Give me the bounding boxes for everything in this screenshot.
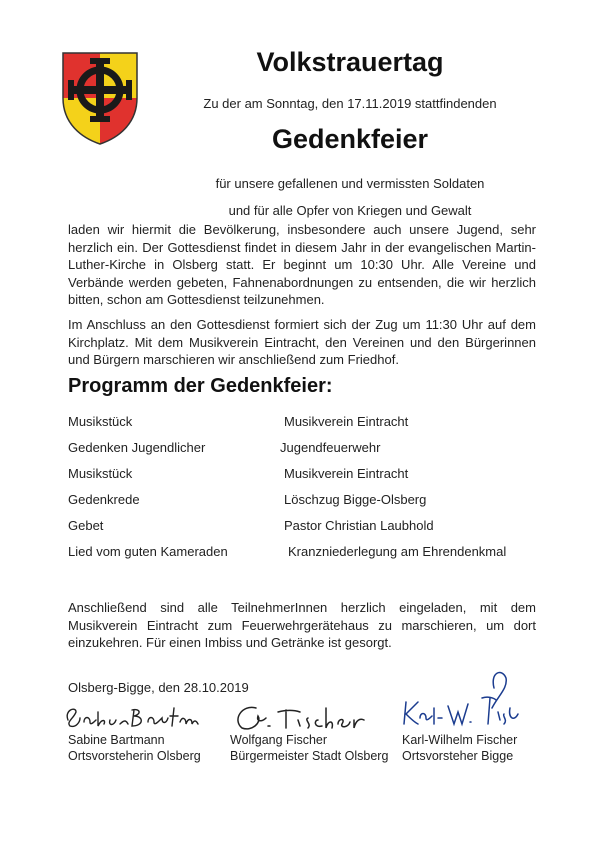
event-title: Gedenkfeier [271, 124, 429, 154]
dedication-line-1: für unsere gefallenen und vermissten Soldaten [215, 176, 485, 191]
signatory-block [230, 732, 388, 764]
program-performer: Pastor Christian Laubhold [284, 518, 434, 533]
program-item: Musikstück [68, 466, 133, 481]
coat-of-arms-logo [60, 50, 140, 146]
dedication-line-2: und für alle Opfer von Kriegen und Gewalt [228, 203, 472, 218]
program-item: Gebet [68, 518, 104, 533]
signatory-role: Ortsvorsteherin Olsberg [68, 749, 201, 763]
signatory-role: Bürgermeister Stadt Olsberg [230, 749, 389, 763]
page-title: Volkstrauertag [256, 47, 444, 77]
signature-bartmann [62, 700, 202, 732]
program-performer: Kranzniederlegung am Ehrendenkmal [288, 544, 507, 559]
signatory-name: Karl-Wilhelm Fischer [402, 733, 518, 747]
program-heading: Programm der Gedenkfeier: [68, 375, 333, 397]
signatory-name: Sabine Bartmann [68, 733, 165, 747]
program-performer: Jugendfeuerwehr [280, 440, 381, 455]
signature-w-fischer [228, 698, 378, 736]
procession-paragraph: Im Anschluss an den Gottesdienst formiert sich der Zug um 11:30 Uhr auf dem Kirchplatz. Mit dem Musikverein Eintracht, den Vereinen und den Bürgerinnen und Bürgern marschieren wir anschließend zum Friedhof. [68, 317, 536, 367]
program-item: Gedenkrede [68, 492, 140, 507]
invitation-paragraph: laden wir hiermit die Bevölkerung, insbesondere auch unsere Jugend, sehr herzlich ein. Der Gottesdienst findet in diesem Jahr in der evangelischen Martin-Luther-Kirche in Olsberg statt. Er beginnt um 10:30 Uhr. Alle Vereine und Verbände werden gebeten, Fahnenabordnungen zu entsenden, die wir herzlich bitten, schon am Gottesdienst teilzunehmen. [68, 222, 536, 307]
program-performer: Musikverein Eintracht [284, 414, 409, 429]
place-date: Olsberg-Bigge, den 28.10.2019 [68, 680, 249, 695]
signatory-block [402, 732, 517, 764]
signatory-block [68, 732, 201, 764]
signatory-role: Ortsvorsteher Bigge [402, 749, 514, 763]
signatory-name: Wolfgang Fischer [230, 733, 328, 747]
closing-paragraph: Anschließend sind alle TeilnehmerInnen herzlich eingeladen, mit dem Musikverein Eintracht zum Feuerwehrgerätehaus zu marschieren, um dort einzukehren. Für einen Imbiss und Getränke ist gesorgt. [68, 600, 536, 650]
program-item: Lied vom guten Kameraden [68, 544, 228, 559]
program-performer: Löschzug Bigge-Olsberg [284, 492, 427, 507]
intro-line: Zu der am Sonntag, den 17.11.2019 stattfindenden [203, 96, 497, 111]
signature-kw-fischer [398, 668, 528, 732]
program-performer: Musikverein Eintracht [284, 466, 409, 481]
program-item: Musikstück [68, 414, 133, 429]
program-item: Gedenken Jugendlicher [68, 440, 206, 455]
